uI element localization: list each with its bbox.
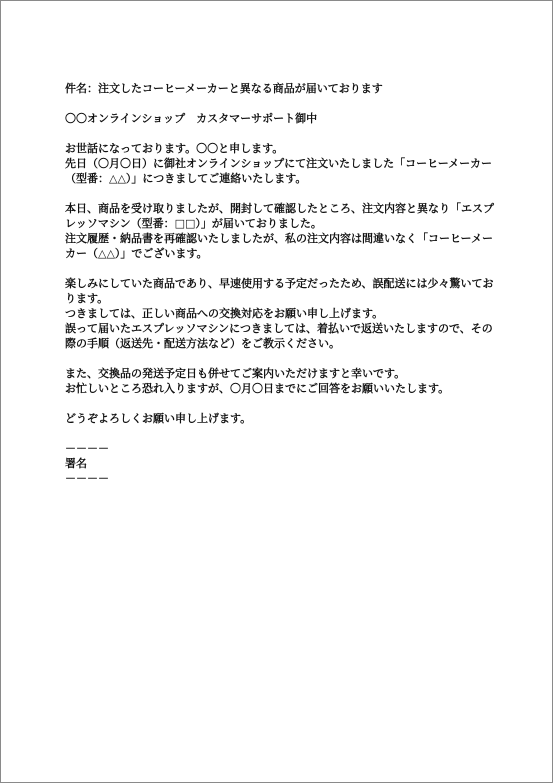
signature-block — [65, 441, 505, 486]
subject-line: 件名：注文したコーヒーメーカーと異なる商品が届いております — [65, 82, 383, 95]
text-line: カー（△△）」でございます。 — [65, 247, 208, 260]
text-line: （型番：△△）」につきましてご連絡いたします。 — [65, 172, 307, 185]
text-line: 楽しみにしていた商品であり、早速使用する予定だったため、誤配送には少々驚いてお — [65, 277, 494, 290]
signature-name: 署名 — [65, 457, 87, 470]
paragraph-issue — [65, 201, 505, 261]
text-line: 誤って届いたエスプレッソマシンにつきましては、着払いで返送いたしますので、その — [65, 322, 493, 335]
paragraph-followup — [65, 366, 505, 396]
text-line: 注文履歴・納品書を再確認いたしましたが、私の注文内容は間違いなく「コーヒーメー — [65, 232, 494, 245]
email-body — [65, 81, 505, 486]
closing-line: どうぞよろしくお願い申し上げます。 — [65, 412, 252, 425]
recipient-line: 〇〇オンラインショップ カスタマーサポート御中 — [65, 112, 318, 125]
text-line: レッソマシン（型番：□□）」が届いておりました。 — [65, 217, 322, 230]
paragraph-greeting — [65, 141, 505, 186]
paragraph-request — [65, 276, 505, 351]
text-line: お忙しいところ恐れ入りますが、〇月〇日までにご回答をお願いいたします。 — [65, 382, 450, 395]
text-line: 先日（〇月〇日）に御社オンラインショップにて注文いたしました「コーヒーメーカー — [65, 157, 492, 170]
signature-rule-top: －－－－ — [65, 442, 109, 455]
text-line: 本日、商品を受け取りましたが、開封して確認したところ、注文内容と異なり「エスプ — [65, 202, 494, 215]
text-line: ります。 — [65, 292, 109, 305]
signature-rule-bottom: －－－－ — [65, 472, 109, 485]
text-line: 際の手順（返送先・配送方法など）をご教示ください。 — [65, 337, 340, 350]
text-line: お世話になっております。〇〇と申します。 — [65, 142, 284, 155]
text-line: また、交換品の発送予定日も併せてご案内いただけますと幸いです。 — [65, 367, 406, 380]
text-line: つきましては、正しい商品への交換対応をお願い申し上げます。 — [65, 307, 384, 320]
